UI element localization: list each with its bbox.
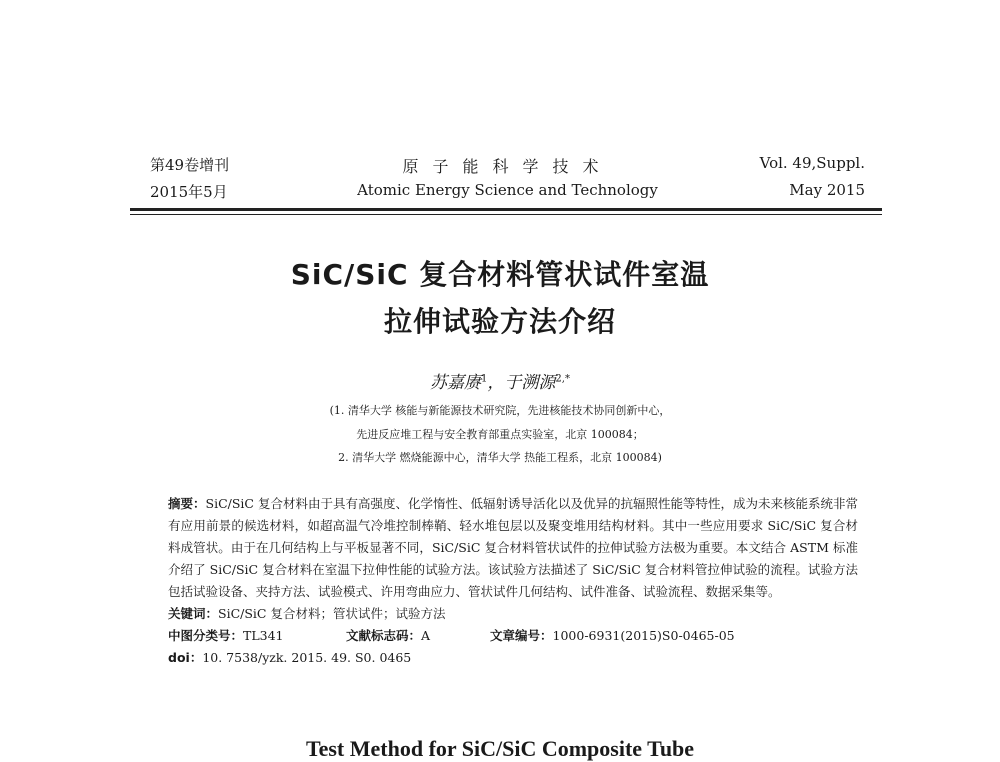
keywords-text: SiC/SiC 复合材料；管状试件；试验方法 xyxy=(218,606,446,621)
doi xyxy=(168,647,858,669)
abstract-text: SiC/SiC 复合材料由于具有高强度、化学惰性、低辐射诱导活化以及优异的抗辐照性能等特性，成为未来核能系统非常有应用前景的候选材料，如超高温气冷堆控制棒鞘、轻水堆包层以及聚变堆用结构材料。其中一些应用要求 SiC/SiC 复合材料成管状。由于在几何结构上与平板显著不同，SiC/SiC 复合材料管状试件的拉伸试验方法极为重要。本文结合 ASTM 标准介绍了 SiC/SiC 复合材料在室温下拉伸性能的试验方法。该试验方法描述了 SiC/SiC 复合材料管拉伸试验的流程。试验方法包括试验设备、夹持方法、试验模式、许用弯曲应力、管状试件几何结构、试件准备、试验流程、数据采集等。 xyxy=(168,496,858,599)
author-2: 于溯源 xyxy=(504,373,556,393)
article-label: 文章编号： xyxy=(490,628,553,643)
classification-row xyxy=(168,625,858,647)
paper-title-line-1: SiC/SiC 复合材料管状试件室温 xyxy=(290,258,710,291)
author-list xyxy=(0,368,1000,393)
header-row-1 xyxy=(150,154,865,178)
english-title: Test Method for SiC/SiC Composite Tube xyxy=(305,736,695,761)
journal-name-en: Atomic Energy Science and Technology xyxy=(357,181,658,199)
journal-name-cn: 原子能科学技术 xyxy=(402,157,613,176)
clc-number xyxy=(168,625,284,647)
affiliation-line-3: 2. 清华大学 燃烧能源中心，清华大学 热能工程系，北京 100084) xyxy=(338,451,662,464)
author-1: 苏嘉赓 xyxy=(430,373,482,393)
affiliation-line-2: 先进反应堆工程与安全教育部重点实验室，北京 100084； xyxy=(356,428,644,441)
volume-cn: 第49卷增刊 xyxy=(150,156,230,174)
keywords xyxy=(168,603,858,625)
article-number xyxy=(490,625,735,647)
affiliation-line-1: (1. 清华大学 核能与新能源技术研究院，先进核能技术协同创新中心， xyxy=(329,404,671,417)
header-row-2 xyxy=(150,181,865,205)
article-value: 1000-6931(2015)S0-0465-05 xyxy=(552,628,735,643)
clc-label: 中图分类号： xyxy=(168,628,244,643)
doi-label: doi： xyxy=(168,650,203,665)
date-cn: 2015年5月 xyxy=(150,183,228,201)
document-code xyxy=(346,625,430,647)
abstract xyxy=(168,493,858,603)
doi-value: 10. 7538/yzk. 2015. 49. S0. 0465 xyxy=(202,650,412,665)
doc-label: 文献标志码： xyxy=(346,628,422,643)
date-en: May 2015 xyxy=(789,181,865,199)
keywords-label: 关键词： xyxy=(168,606,219,621)
clc-value: TL341 xyxy=(243,628,284,643)
header-rule-thin xyxy=(130,214,882,215)
author-separator: ， xyxy=(487,373,505,393)
abstract-label: 摘要： xyxy=(168,496,206,511)
volume-en: Vol. 49,Suppl. xyxy=(759,154,865,172)
header-rule-thick xyxy=(130,208,882,211)
abstract-block xyxy=(168,493,858,669)
paper-title-line-2: 拉伸试验方法介绍 xyxy=(383,305,616,338)
author-2-affiliation: 2,* xyxy=(555,373,570,385)
author-1-affiliation: 1 xyxy=(481,373,488,385)
doc-value: A xyxy=(421,628,431,643)
